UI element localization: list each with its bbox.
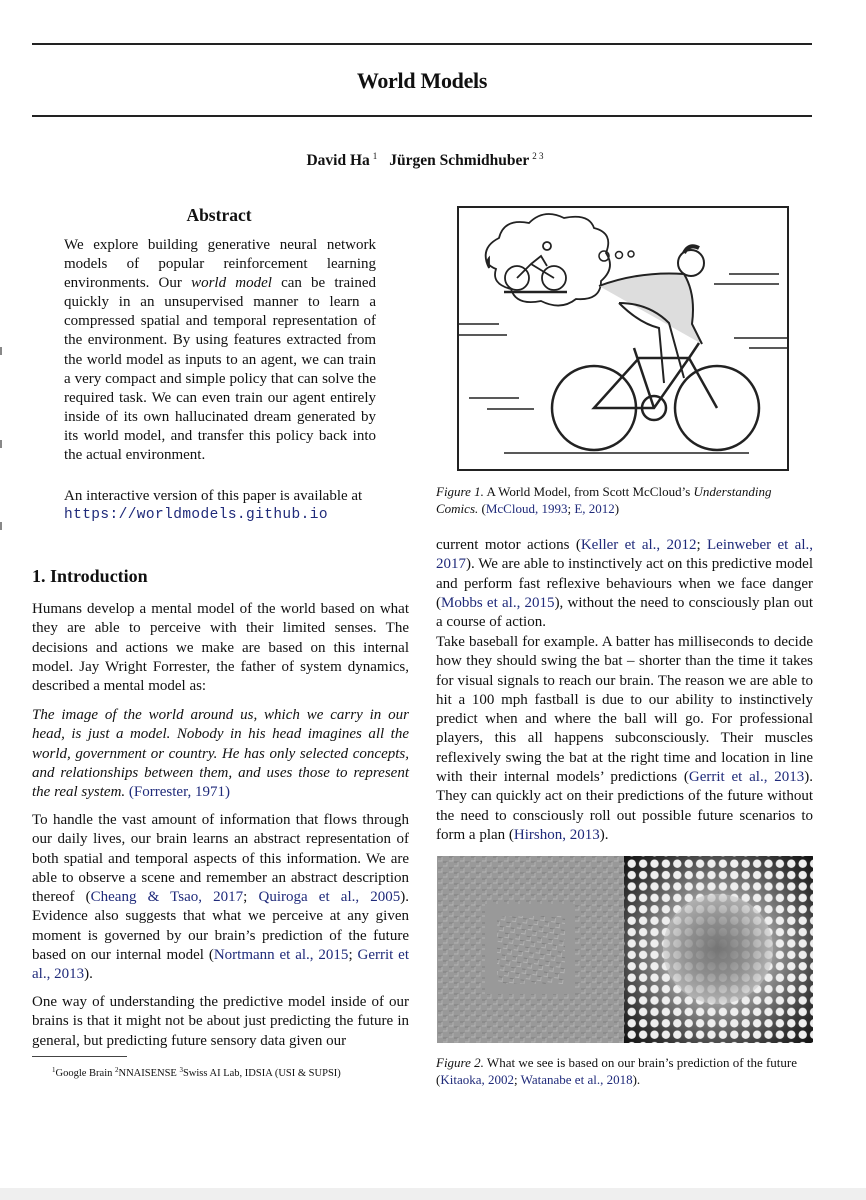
title-rule-top xyxy=(32,43,812,45)
margin-mark xyxy=(0,440,2,448)
author-name: David Ha xyxy=(306,152,370,169)
abstract-heading: Abstract xyxy=(186,205,252,225)
citation-link[interactable]: Mobbs et al., 2015 xyxy=(441,594,555,611)
paper-title: World Models xyxy=(356,68,488,93)
intro-paragraph-1: Humans develop a mental model of the world based on what they are able to perceive with their limited senses. The decisions and actions we make are based on this internal model. Jay Wright Forrester, the father of system dynamics, described a mental model as: xyxy=(32,601,409,695)
citation-link[interactable]: Watanabe et al., 2018 xyxy=(520,1072,633,1087)
citation-link[interactable]: Gerrit et al., 2013 xyxy=(32,947,409,983)
abstract-text: We explore building generative neural network models of popular reinforcement learning environments. Our world model can be trained quickly in an unsupervised manner to learn a compressed spatial and temporal representation of the environment. By using features extracted from the world model as inputs to an agent, we can train a very compact and simple policy that can solve the required task. We can even train our agent entirely inside of its own hallucinated dream generated by its world model, and transfer this policy back into the actual environment. xyxy=(64,237,377,464)
citation-link[interactable]: (Forrester, 1971) xyxy=(128,784,230,801)
intro-paragraph-3: To handle the vast amount of information that flows through our daily lives, our brain learns an abstract representation of both spatial and temporal aspects of this information. We are able to observe a scene and remember an abstract description thereof (Cheang & Tsao, 2017; Quiroga et al., 2005). Evidence also suggests that what we perceive at any given moment is governed by our brain’s prediction of the future based on our internal model (Nortmann et al., 2015; Gerrit et al., 2013). xyxy=(32,812,410,983)
figure-1-caption: Figure 1. A World Model, from Scott McCloud’s Understanding Comics. (McCloud, 1993; E, 2012) xyxy=(436,484,772,516)
interactive-version-note: An interactive version of this paper is available at https://worldmodels.github.io xyxy=(64,487,394,525)
margin-mark xyxy=(0,522,2,530)
citation-link[interactable]: Keller et al., 2012 xyxy=(580,537,697,553)
affiliations-footnote: $^1$Google Brain $^2$NNAISENSE $^3$Swiss AI Lab, IDSIA (USI & SUPSI) xyxy=(52,1066,341,1079)
checker-illusion-image xyxy=(437,856,624,1043)
author-list xyxy=(0,151,850,170)
interactive-url-link[interactable]: https://worldmodels.github.io xyxy=(64,507,328,523)
figure-2-illusion-images xyxy=(437,856,813,1043)
title-rule-bottom xyxy=(32,115,812,117)
author-name: Jürgen Schmidhuber xyxy=(389,152,530,169)
citation-link[interactable]: E, 2012 xyxy=(574,501,615,516)
checker-pattern-icon xyxy=(437,856,624,1043)
page-bottom-edge xyxy=(0,1188,866,1200)
citation-link[interactable]: Cheang & Tsao, 2017 xyxy=(90,889,244,906)
citation-link[interactable]: Leinweber et al., 2017 xyxy=(436,537,813,573)
author-affiliation: 1 xyxy=(372,151,378,161)
figure-2-caption: Figure 2. What we see is based on our brain’s prediction of the future (Kitaoka, 2002; Watanabe et al., 2018). xyxy=(436,1055,798,1087)
intro-right-paragraph-2: Take baseball for example. A batter has milliseconds to decide how they should swing the bat – shorter than the time it takes for visual signals to reach our brain. The reason we are able to hit a 100 mph fastball is due to our ability to instinctively predict when and where the ball will go. For professional players, this all happens subconsciously. Their muscles reflexively swing the bat at the right time and location in line with their internal models’ predictions (Gerrit et al., 2013). They can quickly act on their predictions of the future without the need to consciously roll out possible future scenarios to form a plan (Hirshon, 2013). xyxy=(436,634,813,843)
footnote-rule xyxy=(32,1056,127,1057)
intro-right-paragraph-1: current motor actions (Keller et al., 2012; Leinweber et al., 2017). We are able to instinctively act on this predictive model and perform fast reflexive behaviours when we face danger (Mobbs et al., 2015), without the need to consciously plan out a course of action. xyxy=(436,537,813,631)
dots-illusion-image xyxy=(624,856,813,1043)
abstract-emphasis: world model xyxy=(191,275,272,292)
intro-paragraph-4: One way of understanding the predictive model inside of our brains is that it might not be about just predicting the future in general, but predicting future sensory data given our xyxy=(32,994,409,1049)
citation-link[interactable]: Hirshon, 2013 xyxy=(513,826,600,843)
citation-link[interactable]: Nortmann et al., 2015 xyxy=(213,947,349,964)
citation-link[interactable]: Gerrit et al., 2013 xyxy=(688,769,805,786)
citation-link[interactable]: Kitaoka, 2002 xyxy=(440,1072,514,1087)
forrester-quote: The image of the world around us, which we carry in our head, is just a model. Nobody in his head imagines all the world, government or country. He has only selected concepts, and relationships between them, and uses those to represent the real system. (Forrester, 1971) xyxy=(32,707,409,801)
dot-grid-icon xyxy=(624,856,813,1043)
citation-link[interactable]: Quiroga et al., 2005 xyxy=(258,889,401,906)
citation-link[interactable]: McCloud, 1993 xyxy=(485,501,568,516)
figure-1-comic-image xyxy=(457,206,789,471)
margin-mark xyxy=(0,347,2,355)
cyclist-illustration-icon xyxy=(459,208,787,469)
author-affiliation: 2 3 xyxy=(532,151,544,161)
section-heading-introduction: 1. Introduction xyxy=(32,566,148,586)
